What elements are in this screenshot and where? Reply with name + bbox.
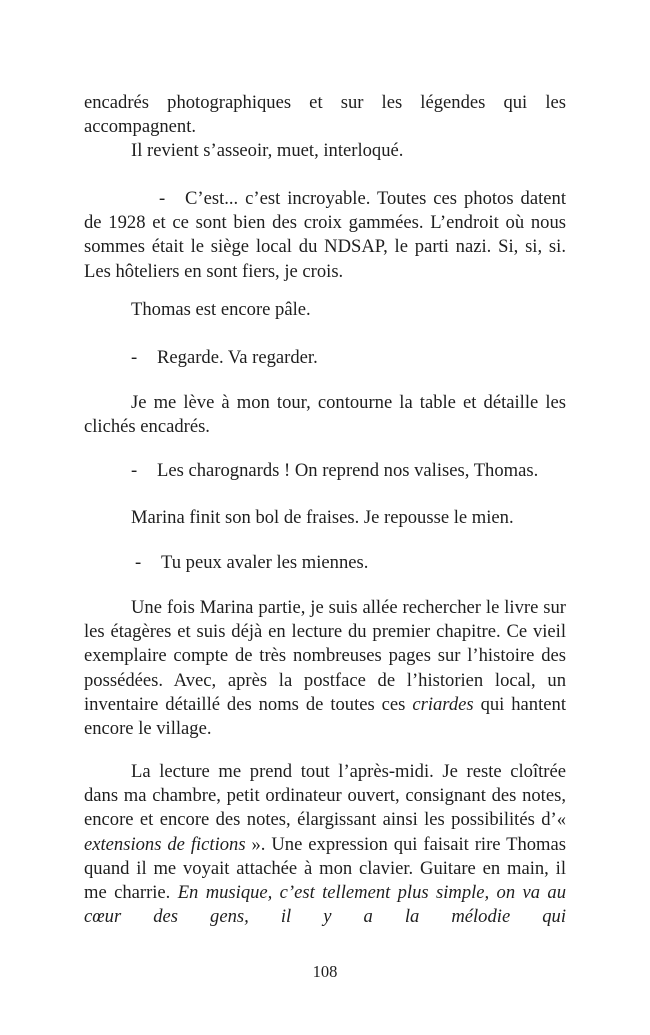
paragraph-text: La lecture me prend tout l’après-midi. Je reste cloîtrée dans ma chambre, petit ordinateur ouvert, consignant des notes, encore et encore des notes, élargissant ainsi les possibilités d’« xyxy=(84,761,566,831)
dialogue-text: Tu peux avaler les miennes. xyxy=(161,552,369,573)
paragraph: Marina finit son bol de fraises. Je repousse le mien. xyxy=(131,507,514,528)
dialogue-text: Regarde. Va regarder. xyxy=(157,347,318,368)
dialogue-text: Les charognards ! On reprend nos valises, Thomas. xyxy=(157,460,539,481)
dialogue-dash: - xyxy=(131,460,138,481)
paragraph xyxy=(84,760,566,929)
italic-text: criardes xyxy=(412,693,474,715)
paragraph-text: ». Une expression qui faisait rire Thomas quand il me voyait attachée à mon clavier. Guitare en main, il me charrie. xyxy=(84,833,567,904)
dialogue-dash: - xyxy=(135,552,142,573)
dialogue-paragraph xyxy=(84,187,566,284)
dialogue-dash: - xyxy=(159,188,166,209)
page-number: 108 xyxy=(312,962,338,981)
paragraph-text: Une fois Marina partie, je suis allée rechercher le livre sur les étagères et suis déjà en lecture du premier chapitre. Ce vieil exemplaire compte de très nombreuses pages sur l’histoire des possédées. Avec, après la postface de l’historien local, un inventaire détaillé des noms de toutes ces xyxy=(84,597,566,715)
dialogue-line xyxy=(131,459,613,483)
paragraph: Je me lève à mon tour, contourne la table et détaille les clichés encadrés. xyxy=(84,392,566,438)
paragraph xyxy=(84,596,566,741)
dialogue-line xyxy=(131,346,613,370)
paragraph: Il revient s’asseoir, muet, interloqué. xyxy=(131,140,404,161)
paragraph-line: encadrés photographiques et sur les légendes qui les xyxy=(84,92,566,113)
italic-text: extensions de fictions xyxy=(84,833,246,855)
paragraph-text: qui hantent encore le village. xyxy=(84,693,566,740)
italic-text: En musique, c’est tellement plus simple, on va au cœur des gens, il y a la mélodie qui xyxy=(84,882,566,928)
dialogue-text: C’est... c’est incroyable. Toutes ces photos datent de 1928 et ce sont bien des croix gammées. L’endroit où nous sommes était le siège local du NDSAP, le parti nazi. Si, si, si. Les hôteliers en sont fiers, je crois. xyxy=(84,188,566,282)
dialogue-dash: - xyxy=(131,347,138,368)
dialogue-line xyxy=(135,551,617,575)
paragraph-line: accompagnent. xyxy=(84,116,197,137)
paragraph: Thomas est encore pâle. xyxy=(131,299,311,320)
